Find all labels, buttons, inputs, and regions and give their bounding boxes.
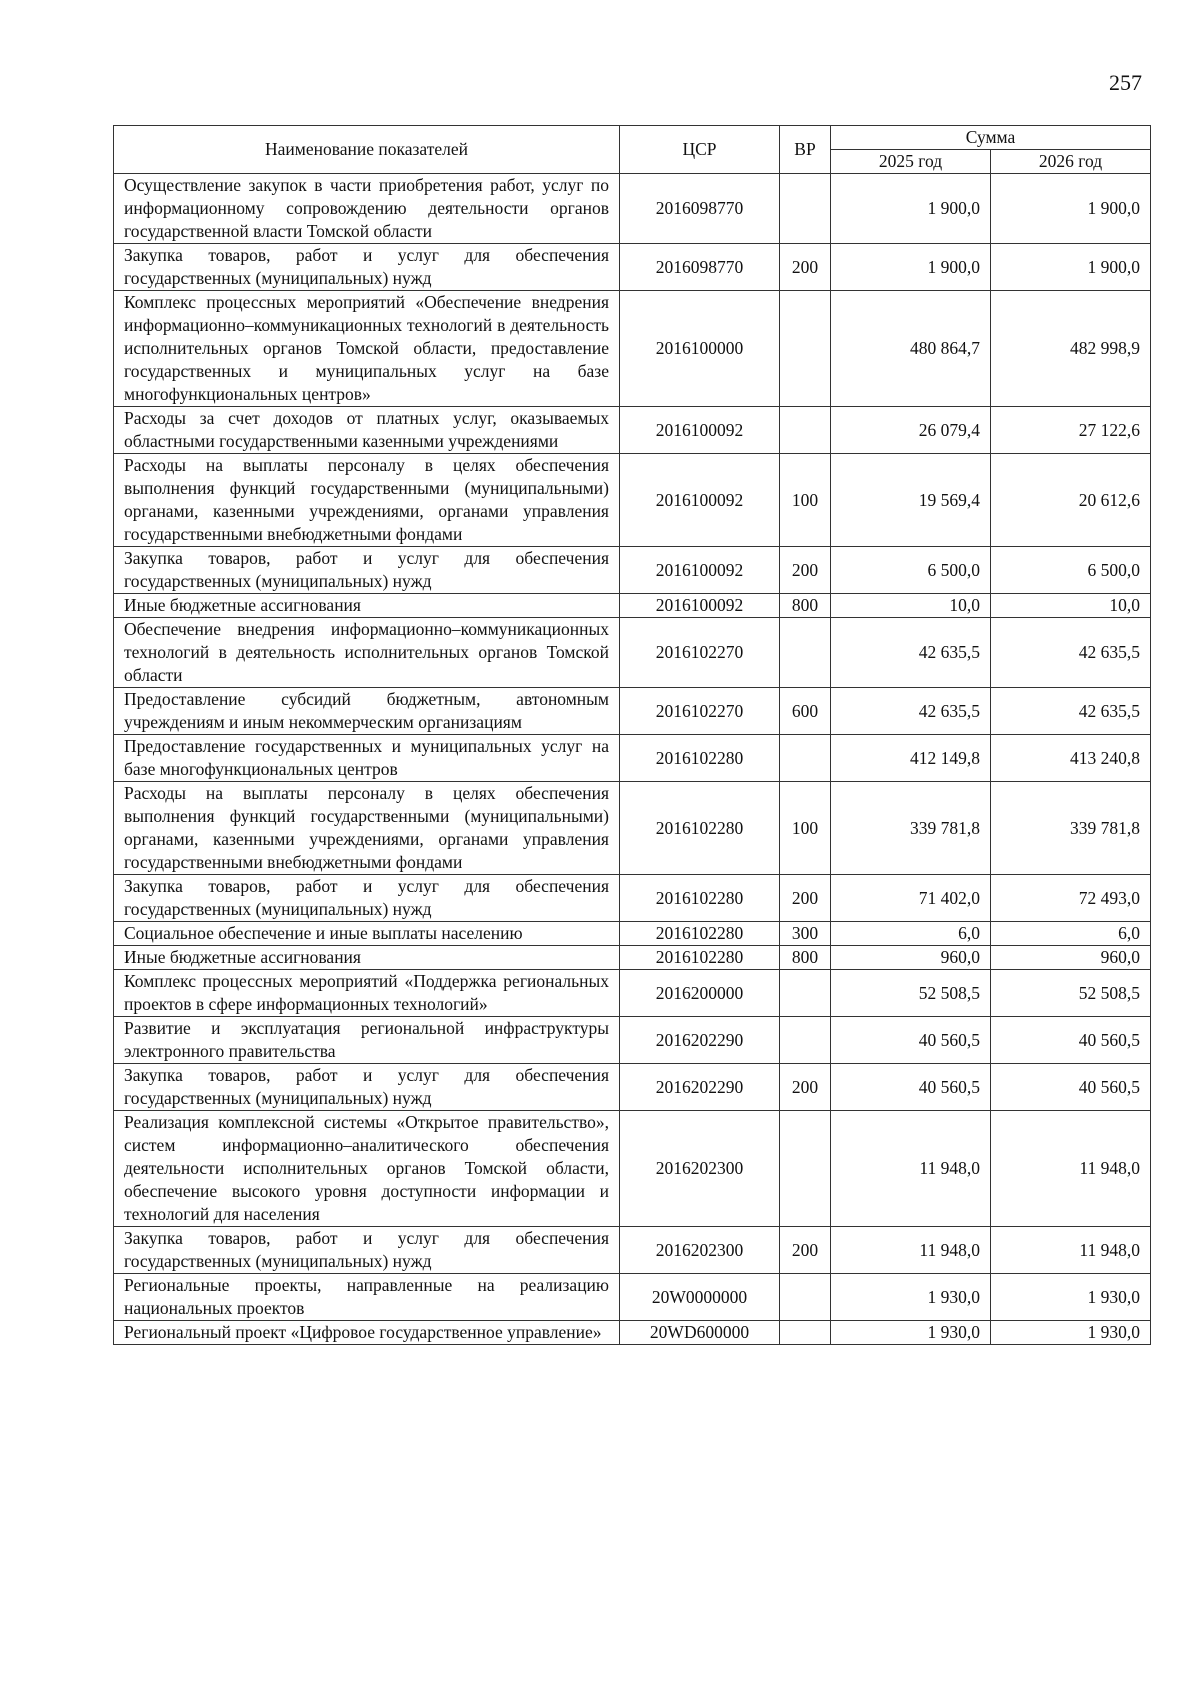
row-vr: 100 bbox=[780, 454, 831, 547]
row-name: Комплекс процессных мероприятий «Поддержка региональных проектов в сфере информационных технологий» bbox=[114, 970, 620, 1017]
row-name: Закупка товаров, работ и услуг для обеспечения государственных (муниципальных) нужд bbox=[114, 1227, 620, 1274]
row-vr bbox=[780, 291, 831, 407]
row-csr: 2016200000 bbox=[620, 970, 780, 1017]
table-row bbox=[114, 244, 1151, 291]
row-csr: 2016098770 bbox=[620, 174, 780, 244]
row-sum-2026: 6,0 bbox=[991, 922, 1151, 946]
row-name: Иные бюджетные ассигнования bbox=[114, 946, 620, 970]
table-row bbox=[114, 618, 1151, 688]
row-sum-2026: 1 900,0 bbox=[991, 174, 1151, 244]
header-csr: ЦСР bbox=[620, 126, 780, 174]
row-vr: 800 bbox=[780, 946, 831, 970]
table-row bbox=[114, 1064, 1151, 1111]
row-vr: 600 bbox=[780, 688, 831, 735]
table-row bbox=[114, 291, 1151, 407]
table-row bbox=[114, 1017, 1151, 1064]
row-vr bbox=[780, 1017, 831, 1064]
header-name: Наименование показателей bbox=[114, 126, 620, 174]
row-sum-2026: 960,0 bbox=[991, 946, 1151, 970]
row-sum-2026: 482 998,9 bbox=[991, 291, 1151, 407]
row-vr: 300 bbox=[780, 922, 831, 946]
row-sum-2025: 412 149,8 bbox=[831, 735, 991, 782]
table-row bbox=[114, 970, 1151, 1017]
row-vr: 200 bbox=[780, 244, 831, 291]
row-csr: 2016202300 bbox=[620, 1111, 780, 1227]
header-year-2025: 2025 год bbox=[831, 150, 991, 174]
row-sum-2026: 20 612,6 bbox=[991, 454, 1151, 547]
row-sum-2025: 6,0 bbox=[831, 922, 991, 946]
row-vr bbox=[780, 618, 831, 688]
table-row bbox=[114, 946, 1151, 970]
row-sum-2026: 40 560,5 bbox=[991, 1017, 1151, 1064]
row-csr: 2016102280 bbox=[620, 735, 780, 782]
row-csr: 2016202290 bbox=[620, 1064, 780, 1111]
row-sum-2025: 1 930,0 bbox=[831, 1321, 991, 1345]
row-sum-2025: 1 900,0 bbox=[831, 174, 991, 244]
row-csr: 2016102270 bbox=[620, 688, 780, 735]
header-sum: Сумма bbox=[831, 126, 1151, 150]
row-csr: 2016100000 bbox=[620, 291, 780, 407]
row-sum-2025: 11 948,0 bbox=[831, 1111, 991, 1227]
header-year-2026: 2026 год bbox=[991, 150, 1151, 174]
row-vr: 200 bbox=[780, 1227, 831, 1274]
page-number: 257 bbox=[1109, 70, 1142, 95]
header-vr: ВР bbox=[780, 126, 831, 174]
row-name: Развитие и эксплуатация региональной инфраструктуры электронного правительства bbox=[114, 1017, 620, 1064]
table-row bbox=[114, 594, 1151, 618]
table-body bbox=[114, 174, 1151, 1345]
row-sum-2025: 339 781,8 bbox=[831, 782, 991, 875]
row-vr bbox=[780, 407, 831, 454]
row-vr: 200 bbox=[780, 875, 831, 922]
row-sum-2025: 1 930,0 bbox=[831, 1274, 991, 1321]
row-sum-2025: 10,0 bbox=[831, 594, 991, 618]
row-csr: 2016102280 bbox=[620, 922, 780, 946]
row-csr: 2016100092 bbox=[620, 594, 780, 618]
row-sum-2026: 52 508,5 bbox=[991, 970, 1151, 1017]
row-sum-2026: 42 635,5 bbox=[991, 618, 1151, 688]
table-row bbox=[114, 922, 1151, 946]
row-name: Расходы за счет доходов от платных услуг, оказываемых областными государственными казенными учреждениями bbox=[114, 407, 620, 454]
table-row bbox=[114, 547, 1151, 594]
table-row bbox=[114, 1111, 1151, 1227]
row-csr: 2016102280 bbox=[620, 946, 780, 970]
row-csr: 2016202300 bbox=[620, 1227, 780, 1274]
row-sum-2026: 10,0 bbox=[991, 594, 1151, 618]
row-sum-2026: 27 122,6 bbox=[991, 407, 1151, 454]
row-vr bbox=[780, 1274, 831, 1321]
row-sum-2025: 71 402,0 bbox=[831, 875, 991, 922]
row-sum-2026: 1 930,0 bbox=[991, 1274, 1151, 1321]
row-vr: 800 bbox=[780, 594, 831, 618]
table-row bbox=[114, 1227, 1151, 1274]
row-name: Закупка товаров, работ и услуг для обеспечения государственных (муниципальных) нужд bbox=[114, 244, 620, 291]
row-csr: 2016102280 bbox=[620, 875, 780, 922]
row-sum-2025: 480 864,7 bbox=[831, 291, 991, 407]
row-csr: 2016098770 bbox=[620, 244, 780, 291]
table-row bbox=[114, 782, 1151, 875]
row-sum-2026: 11 948,0 bbox=[991, 1111, 1151, 1227]
row-sum-2026: 40 560,5 bbox=[991, 1064, 1151, 1111]
row-vr bbox=[780, 174, 831, 244]
table-row bbox=[114, 174, 1151, 244]
row-csr: 2016102270 bbox=[620, 618, 780, 688]
row-name: Осуществление закупок в части приобретения работ, услуг по информационному сопровождению деятельности органов государственной власти Томской области bbox=[114, 174, 620, 244]
row-name: Расходы на выплаты персоналу в целях обеспечения выполнения функций государственными (муниципальными) органами, казенными учреждениями, органами управления государственными внебюджетными фондами bbox=[114, 454, 620, 547]
row-csr: 2016100092 bbox=[620, 454, 780, 547]
row-name: Закупка товаров, работ и услуг для обеспечения государственных (муниципальных) нужд bbox=[114, 1064, 620, 1111]
row-name: Закупка товаров, работ и услуг для обеспечения государственных (муниципальных) нужд bbox=[114, 547, 620, 594]
table-row bbox=[114, 688, 1151, 735]
table-row bbox=[114, 454, 1151, 547]
row-name: Реализация комплексной системы «Открытое правительство», систем информационно–аналитического обеспечения деятельности исполнительных органов Томской области, обеспечение высокого уровня доступности информации и технологий для населения bbox=[114, 1111, 620, 1227]
row-vr: 200 bbox=[780, 1064, 831, 1111]
row-sum-2025: 42 635,5 bbox=[831, 688, 991, 735]
budget-table bbox=[113, 125, 1151, 1345]
row-csr: 2016100092 bbox=[620, 407, 780, 454]
row-name: Иные бюджетные ассигнования bbox=[114, 594, 620, 618]
row-sum-2025: 1 900,0 bbox=[831, 244, 991, 291]
row-sum-2025: 6 500,0 bbox=[831, 547, 991, 594]
row-name: Закупка товаров, работ и услуг для обеспечения государственных (муниципальных) нужд bbox=[114, 875, 620, 922]
row-sum-2025: 40 560,5 bbox=[831, 1017, 991, 1064]
row-name: Расходы на выплаты персоналу в целях обеспечения выполнения функций государственными (муниципальными) органами, казенными учреждениями, органами управления государственными внебюджетными фондами bbox=[114, 782, 620, 875]
row-sum-2025: 42 635,5 bbox=[831, 618, 991, 688]
row-sum-2025: 11 948,0 bbox=[831, 1227, 991, 1274]
row-sum-2026: 1 900,0 bbox=[991, 244, 1151, 291]
row-csr: 2016102280 bbox=[620, 782, 780, 875]
row-name: Обеспечение внедрения информационно–коммуникационных технологий в деятельность исполнительных органов Томской области bbox=[114, 618, 620, 688]
row-sum-2026: 1 930,0 bbox=[991, 1321, 1151, 1345]
row-vr: 100 bbox=[780, 782, 831, 875]
row-csr: 20WD600000 bbox=[620, 1321, 780, 1345]
row-vr bbox=[780, 735, 831, 782]
row-vr bbox=[780, 970, 831, 1017]
row-sum-2026: 339 781,8 bbox=[991, 782, 1151, 875]
row-csr: 2016100092 bbox=[620, 547, 780, 594]
table-row bbox=[114, 407, 1151, 454]
row-vr bbox=[780, 1321, 831, 1345]
row-sum-2025: 26 079,4 bbox=[831, 407, 991, 454]
row-name: Региональный проект «Цифровое государственное управление» bbox=[114, 1321, 620, 1345]
row-sum-2026: 72 493,0 bbox=[991, 875, 1151, 922]
row-sum-2025: 52 508,5 bbox=[831, 970, 991, 1017]
row-vr bbox=[780, 1111, 831, 1227]
row-sum-2026: 6 500,0 bbox=[991, 547, 1151, 594]
row-name: Региональные проекты, направленные на реализацию национальных проектов bbox=[114, 1274, 620, 1321]
row-sum-2025: 960,0 bbox=[831, 946, 991, 970]
row-csr: 2016202290 bbox=[620, 1017, 780, 1064]
row-sum-2025: 40 560,5 bbox=[831, 1064, 991, 1111]
row-name: Комплекс процессных мероприятий «Обеспечение внедрения информационно–коммуникационных технологий в деятельность исполнительных органов Томской области, предоставление государственных и муниципальных услуг на базе многофункциональных центров» bbox=[114, 291, 620, 407]
row-name: Социальное обеспечение и иные выплаты населению bbox=[114, 922, 620, 946]
row-sum-2026: 42 635,5 bbox=[991, 688, 1151, 735]
table-row bbox=[114, 1321, 1151, 1345]
row-csr: 20W0000000 bbox=[620, 1274, 780, 1321]
row-name: Предоставление субсидий бюджетным, автономным учреждениям и иным некоммерческим организациям bbox=[114, 688, 620, 735]
row-sum-2025: 19 569,4 bbox=[831, 454, 991, 547]
table-row bbox=[114, 875, 1151, 922]
row-vr: 200 bbox=[780, 547, 831, 594]
row-name: Предоставление государственных и муниципальных услуг на базе многофункциональных центров bbox=[114, 735, 620, 782]
table-row bbox=[114, 1274, 1151, 1321]
table-row bbox=[114, 735, 1151, 782]
row-sum-2026: 413 240,8 bbox=[991, 735, 1151, 782]
row-sum-2026: 11 948,0 bbox=[991, 1227, 1151, 1274]
